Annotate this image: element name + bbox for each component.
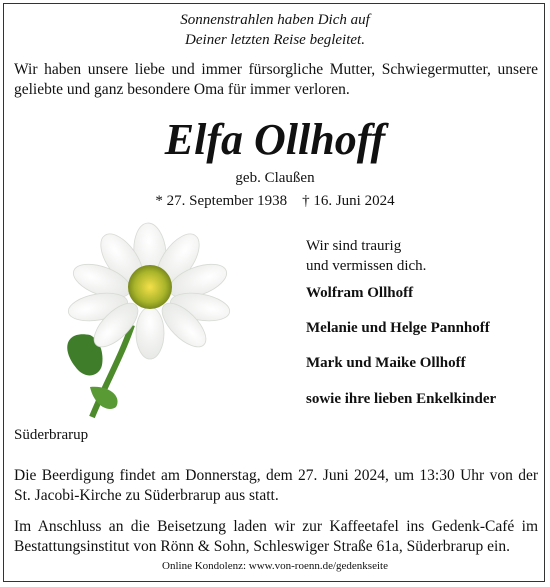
reception-text: Im Anschluss an die Beisetzung laden wir zur Kaffeetafel ins Gedenk-Café im Bestattungsinstitut von Rönn & Sohn, Schleswiger Straße 61a, Süderbrarup ein. [14,518,538,555]
online-condolence: Online Kondolenz: www.von-roenn.de/gedenkseite [162,560,388,572]
life-dates: * 27. September 1938 † 16. Juni 2024 [155,193,395,209]
deceased-name: Elfa Ollhoff [164,115,386,164]
flower-image [50,215,250,425]
motto-line-2: Deiner letzten Reise begleitet. [185,32,365,48]
mourner-2: Melanie und Helge Pannhoff [306,320,490,336]
motto-line-1: Sonnenstrahlen haben Dich auf [180,12,370,28]
place: Süderbrarup [14,427,89,443]
mourning-line-1: Wir sind traurig [306,238,402,254]
flower-center [128,265,172,309]
funeral-text: Die Beerdigung findet am Donnerstag, dem 27. Juni 2024, um 13:30 Uhr von der St. Jacobi-Kirche zu Süderbrarup aus statt. [14,467,538,504]
intro-text: Wir haben unsere liebe und immer fürsorgliche Mutter, Schwiegermutter, unsere geliebte und ganz besondere Oma für immer verloren. [14,61,538,98]
mourner-4: sowie ihre lieben Enkelkinder [306,391,497,407]
motto [0,10,550,50]
maiden-name: geb. Claußen [235,170,315,186]
mourner-3: Mark und Maike Ollhoff [306,355,466,371]
mourner-1: Wolfram Ollhoff [306,285,414,301]
mourning-text [306,236,426,276]
mourning-line-2: und vermissen dich. [306,258,427,274]
